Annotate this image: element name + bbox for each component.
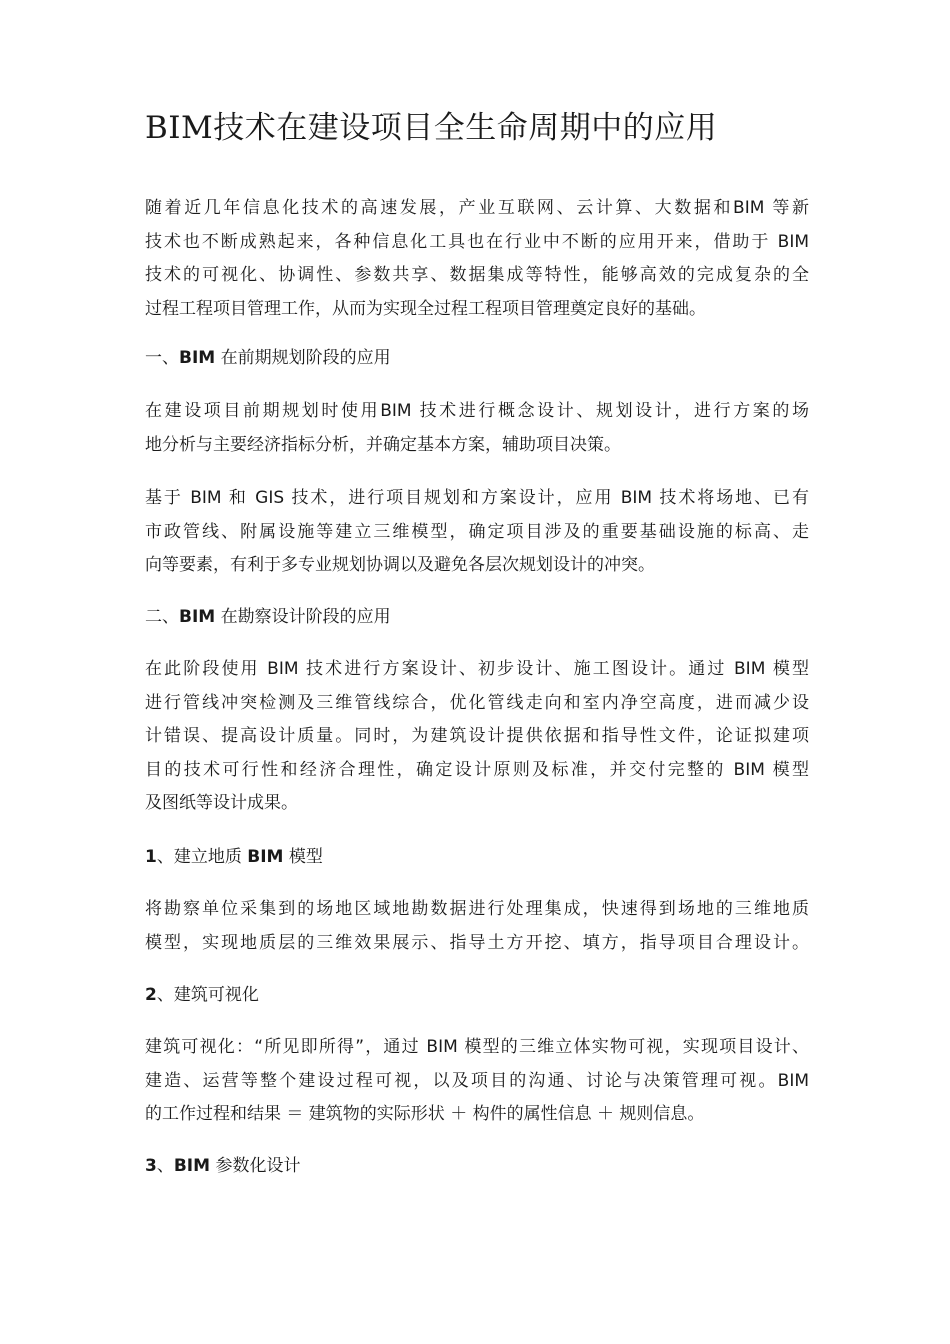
section1-paragraph-2 — [145, 482, 809, 583]
heading-number: 2 — [145, 985, 157, 1005]
heading-text: 在勘察设计阶段的应用 — [215, 607, 391, 627]
section-heading-2 — [145, 601, 809, 635]
section-heading-1 — [145, 342, 809, 376]
paragraph-line: 目的技术可行性和经济合理性，确定设计原则及标准，并交付完整的 BIM 模型 — [145, 759, 809, 780]
heading-text: 参数化设计 — [210, 1156, 301, 1176]
heading-prefix: 一、 — [145, 348, 179, 368]
paragraph-line: 在此阶段使用 BIM 技术进行方案设计、初步设计、施工图设计。通过 BIM 模型 — [145, 659, 809, 679]
paragraph-line: 技术也不断成熟起来，各种信息化工具也在行业中不断的应用开来，借助于 BIM — [145, 231, 809, 252]
document-title: BIM技术在建设项目全生命周期中的应用 — [145, 110, 718, 146]
paragraph-line: 地分析与主要经济指标分析，并确定基本方案，辅助项目决策。 — [145, 434, 621, 455]
subsection1-paragraph — [145, 893, 809, 960]
heading-bold: BIM — [179, 348, 216, 368]
paragraph-line: 的工作过程和结果 ＝ 建筑物的实际形状 ＋ 构件的属性信息 ＋ 规则信息。 — [145, 1104, 705, 1124]
paragraph-line: 技术的可视化、协调性、参数共享、数据集成等特性，能够高效的完成复杂的全 — [145, 265, 809, 285]
paragraph-line: 基于 BIM 和 GIS 技术，进行项目规划和方案设计，应用 BIM 技术将场地、已有 — [145, 488, 809, 508]
paragraph-line: 模型，实现地质层的三维效果展示、指导土方开挖、填方，指导项目合理设计。 — [145, 932, 809, 953]
heading-bold: BIM — [173, 1156, 211, 1176]
intro-paragraph — [145, 192, 809, 326]
heading-text: 、建筑可视化 — [156, 985, 259, 1005]
heading-text: 模型 — [283, 847, 323, 867]
heading-text: 在前期规划阶段的应用 — [215, 348, 391, 368]
paragraph-line: 过程工程项目管理工作，从而为实现全过程工程项目管理奠定良好的基础。 — [145, 298, 706, 319]
subsection2-paragraph — [145, 1031, 809, 1132]
paragraph-line: 向等要素，有利于多专业规划协调以及避免各层次规划设计的冲突。 — [145, 555, 655, 575]
subsection-heading-3 — [145, 1150, 809, 1184]
paragraph-line: 随着近几年信息化技术的高速发展，产业互联网、云计算、大数据和BIM 等新 — [145, 198, 809, 218]
paragraph-line: 建造、运营等整个建设过程可视，以及项目的沟通、讨论与决策管理可视。BIM — [145, 1070, 809, 1091]
heading-text: 、 — [156, 1156, 174, 1176]
paragraph-line: 市政管线、附属设施等建立三维模型，确定项目涉及的重要基础设施的标高、走 — [145, 521, 809, 542]
paragraph-line: 在建设项目前期规划时使用BIM 技术进行概念设计、规划设计，进行方案的场 — [145, 401, 809, 421]
paragraph-line: 及图纸等设计成果。 — [145, 793, 298, 813]
heading-number: 1 — [145, 847, 157, 867]
subsection-heading-1 — [145, 841, 809, 875]
section2-paragraph-1 — [145, 653, 809, 821]
heading-bold: BIM — [179, 607, 216, 627]
paragraph-line: 进行管线冲突检测及三维管线综合，优化管线走向和室内净空高度，进而减少设 — [145, 692, 809, 713]
heading-prefix: 二、 — [145, 607, 179, 627]
heading-number: 3 — [145, 1156, 157, 1176]
paragraph-line: 计错误、提高设计质量。同时，为建筑设计提供依据和指导性文件，论证拟建项 — [145, 726, 809, 746]
paragraph-line: 建筑可视化：“所见即所得”，通过 BIM 模型的三维立体实物可视，实现项目设计、 — [145, 1037, 809, 1057]
heading-bold: BIM — [247, 847, 284, 867]
heading-text: 、建立地质 — [156, 847, 248, 867]
paragraph-line: 将勘察单位采集到的场地区域地勘数据进行处理集成，快速得到场地的三维地质 — [145, 899, 809, 919]
section1-paragraph-1 — [145, 395, 809, 462]
subsection-heading-2 — [145, 979, 809, 1013]
